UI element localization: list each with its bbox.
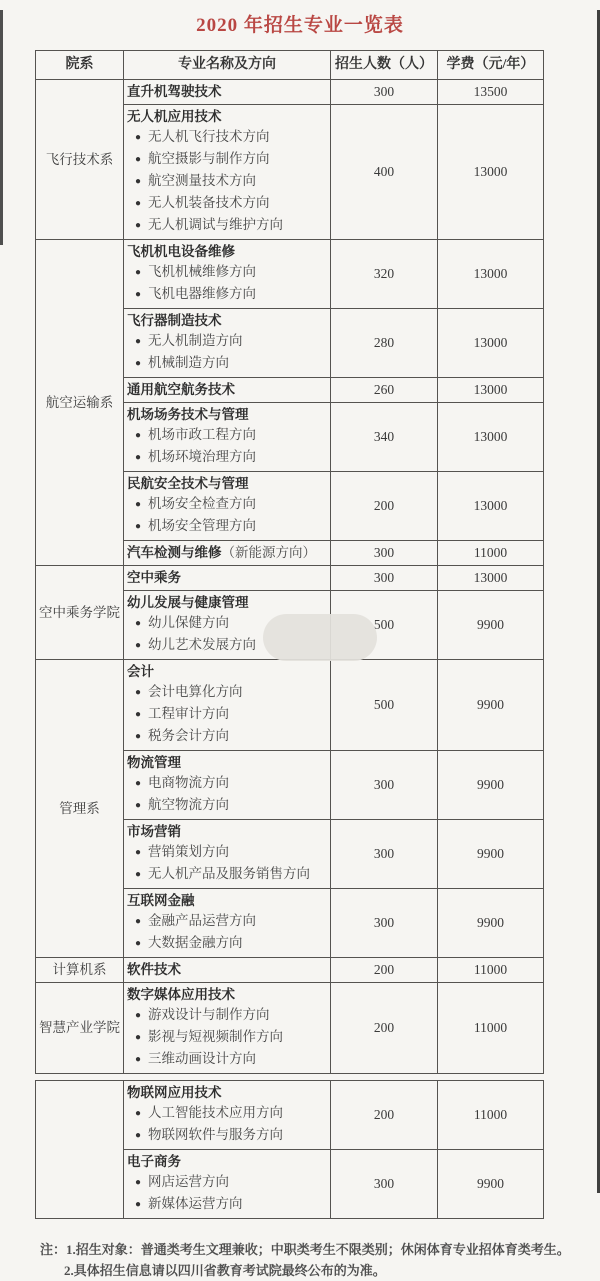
department-cell: 智慧产业学院: [36, 983, 124, 1074]
bullet-icon: ●: [135, 869, 142, 880]
enrollment-value: 500: [331, 660, 438, 751]
major-name: 物联网应用技术: [127, 1085, 222, 1100]
direction-label: 工程审计方向: [148, 706, 230, 721]
bullet-icon: ●: [135, 847, 142, 858]
direction-label: 新媒体运营方向: [148, 1196, 243, 1211]
bullet-icon: ●: [135, 132, 142, 143]
enrollment-value: 200: [331, 983, 438, 1074]
direction-list: [127, 127, 327, 237]
major-cell: [124, 541, 331, 566]
bullet-icon: ●: [135, 916, 142, 927]
direction-label: 税务会计方向: [148, 728, 230, 743]
bullet-icon: ●: [135, 452, 142, 463]
enrollment-value: 320: [331, 240, 438, 309]
direction-list: [127, 842, 327, 886]
table-row: [36, 983, 544, 1074]
direction-item: [127, 864, 327, 886]
bullet-icon: ●: [135, 154, 142, 165]
tuition-value: 11000: [438, 983, 544, 1074]
tuition-value: 11000: [438, 1081, 544, 1150]
direction-label: 飞机机械维修方向: [148, 264, 257, 279]
direction-list: [127, 262, 327, 306]
direction-item: [127, 726, 327, 748]
major-line: [127, 662, 327, 682]
direction-label: 影视与短视频制作方向: [148, 1029, 284, 1044]
direction-label: 无人机制造方向: [148, 333, 243, 348]
direction-list: [127, 425, 327, 469]
major-name: 会计: [127, 664, 154, 679]
major-name: 软件技术: [127, 962, 181, 977]
major-cell: [124, 1081, 331, 1150]
direction-label: 三维动画设计方向: [148, 1051, 257, 1066]
tuition-value: 9900: [438, 751, 544, 820]
major-cell: [124, 309, 331, 378]
major-name: 通用航空航务技术: [127, 382, 235, 397]
major-line: [127, 380, 327, 400]
enrollment-value: 300: [331, 1150, 438, 1219]
major-line: [127, 985, 327, 1005]
direction-label: 人工智能技术应用方向: [148, 1105, 284, 1120]
bullet-icon: ●: [135, 267, 142, 278]
major-line: [127, 1152, 327, 1172]
bullet-icon: ●: [135, 1054, 142, 1065]
department-cell: 计算机系: [36, 958, 124, 983]
direction-label: 游戏设计与制作方向: [148, 1007, 270, 1022]
department-cell: [36, 1081, 124, 1219]
tuition-value: 11000: [438, 958, 544, 983]
bullet-icon: ●: [135, 1108, 142, 1119]
enrollment-value: 400: [331, 105, 438, 240]
major-cell: [124, 820, 331, 889]
enrollment-value: 280: [331, 309, 438, 378]
major-name: 物流管理: [127, 755, 181, 770]
major-name: 直升机驾驶技术: [127, 84, 222, 99]
direction-label: 机场安全检查方向: [148, 496, 257, 511]
major-name: 市场营销: [127, 824, 181, 839]
enrollment-value: 500: [331, 591, 438, 660]
header-row: [36, 51, 544, 80]
major-cell: [124, 958, 331, 983]
header-tuition: 学费（元/年）: [438, 51, 544, 80]
tuition-value: 9900: [438, 889, 544, 958]
enrollment-value: 200: [331, 1081, 438, 1150]
enrollment-value: 200: [331, 472, 438, 541]
bullet-icon: ●: [135, 220, 142, 231]
major-line: [127, 405, 327, 425]
direction-label: 电商物流方向: [148, 775, 230, 790]
enrollment-value: 300: [331, 820, 438, 889]
page-title: 2020 年招生专业一览表: [196, 15, 404, 36]
tuition-value: 13500: [438, 80, 544, 105]
enrollment-value: 340: [331, 403, 438, 472]
tuition-value: 13000: [438, 105, 544, 240]
direction-label: 物联网软件与服务方向: [148, 1127, 284, 1142]
direction-item: [127, 1125, 327, 1147]
bullet-icon: ●: [135, 499, 142, 510]
department-cell: 空中乘务学院: [36, 566, 124, 660]
bullet-icon: ●: [135, 289, 142, 300]
watermark-blob: [263, 614, 377, 661]
direction-label: 机械制造方向: [148, 355, 230, 370]
major-name: 互联网金融: [127, 893, 195, 908]
bullet-icon: ●: [135, 709, 142, 720]
direction-item: [127, 262, 327, 284]
table-row: [36, 240, 544, 309]
major-cell: [124, 403, 331, 472]
major-cell: [124, 378, 331, 403]
major-name: 民航安全技术与管理: [127, 476, 249, 491]
tuition-value: 13000: [438, 403, 544, 472]
direction-item: [127, 1049, 327, 1071]
header-department: 院系: [36, 51, 124, 80]
enrollment-table: [35, 50, 544, 1074]
bullet-icon: ●: [135, 687, 142, 698]
direction-item: [127, 704, 327, 726]
bullet-icon: ●: [135, 1177, 142, 1188]
tuition-value: 13000: [438, 566, 544, 591]
major-cell: [124, 80, 331, 105]
enrollment-value: 300: [331, 889, 438, 958]
bullet-icon: ●: [135, 336, 142, 347]
direction-item: [127, 911, 327, 933]
major-cell: [124, 105, 331, 240]
major-name: 机场场务技术与管理: [127, 407, 249, 422]
direction-item: [127, 149, 327, 171]
major-cell: [124, 751, 331, 820]
major-line: [127, 960, 327, 980]
major-line: [127, 82, 327, 102]
major-line: [127, 242, 327, 262]
tuition-value: 13000: [438, 240, 544, 309]
bullet-icon: ●: [135, 618, 142, 629]
direction-list: [127, 1103, 327, 1147]
table-row: [36, 660, 544, 751]
major-line: [127, 891, 327, 911]
direction-label: 航空测量技术方向: [148, 173, 257, 188]
direction-label: 航空物流方向: [148, 797, 230, 812]
tuition-value: 13000: [438, 378, 544, 403]
bullet-icon: ●: [135, 800, 142, 811]
bullet-icon: ●: [135, 176, 142, 187]
major-line: [127, 474, 327, 494]
department-cell: 航空运输系: [36, 240, 124, 566]
header-major: 专业名称及方向: [124, 51, 331, 80]
bullet-icon: ●: [135, 640, 142, 651]
direction-item: [127, 193, 327, 215]
direction-label: 金融产品运营方向: [148, 913, 257, 928]
major-cell: [124, 983, 331, 1074]
photo-edge-left: [0, 10, 3, 245]
bullet-icon: ●: [135, 521, 142, 532]
major-line: [127, 568, 327, 588]
table-row: [36, 1081, 544, 1150]
major-cell: [124, 660, 331, 751]
enrollment-table-continuation: [35, 1080, 544, 1219]
tuition-value: 13000: [438, 309, 544, 378]
enrollment-value: 300: [331, 80, 438, 105]
direction-item: [127, 1027, 327, 1049]
direction-label: 无人机装备技术方向: [148, 195, 270, 210]
major-line: [127, 822, 327, 842]
direction-list: [127, 911, 327, 955]
table-row: [36, 80, 544, 105]
major-line: [127, 543, 327, 563]
direction-item: [127, 171, 327, 193]
bullet-icon: ●: [135, 938, 142, 949]
direction-item: [127, 353, 327, 375]
tuition-value: 13000: [438, 472, 544, 541]
direction-item: [127, 682, 327, 704]
bullet-icon: ●: [135, 430, 142, 441]
major-name: 飞机机电设备维修: [127, 244, 235, 259]
direction-item: [127, 1103, 327, 1125]
direction-label: 大数据金融方向: [148, 935, 243, 950]
direction-label: 幼儿艺术发展方向: [148, 637, 257, 652]
major-name: 电子商务: [127, 1154, 181, 1169]
direction-label: 会计电算化方向: [148, 684, 243, 699]
major-name: 数字媒体应用技术: [127, 987, 235, 1002]
major-name: 汽车检测与维修: [127, 545, 222, 560]
major-line: [127, 593, 327, 613]
enrollment-value: 260: [331, 378, 438, 403]
direction-item: [127, 516, 327, 538]
direction-item: [127, 1172, 327, 1194]
page: [0, 10, 600, 1278]
direction-item: [127, 494, 327, 516]
direction-label: 无人机产品及服务销售方向: [148, 866, 311, 881]
direction-item: [127, 795, 327, 817]
direction-label: 飞机电器维修方向: [148, 286, 257, 301]
direction-label: 营销策划方向: [148, 844, 230, 859]
direction-item: [127, 1005, 327, 1027]
direction-label: 无人机调试与维护方向: [148, 217, 284, 232]
direction-item: [127, 127, 327, 149]
direction-label: 机场市政工程方向: [148, 427, 257, 442]
table-row: [36, 566, 544, 591]
major-name: 飞行器制造技术: [127, 313, 222, 328]
major-cell: [124, 240, 331, 309]
major-note: （新能源方向）: [221, 545, 316, 560]
bullet-icon: ●: [135, 1199, 142, 1210]
direction-list: [127, 682, 327, 748]
major-cell: [124, 566, 331, 591]
note-line: 注：1.招生对象：普通类考生文理兼收；中职类考生不限类别；休闲体育专业招体育类考生。: [40, 1242, 570, 1257]
direction-item: [127, 447, 327, 469]
notes: [40, 1239, 572, 1281]
tuition-value: 9900: [438, 820, 544, 889]
direction-list: [127, 773, 327, 817]
bullet-icon: ●: [135, 778, 142, 789]
major-line: [127, 1083, 327, 1103]
direction-item: [127, 773, 327, 795]
enrollment-value: 300: [331, 751, 438, 820]
bullet-icon: ●: [135, 198, 142, 209]
tuition-value: 9900: [438, 660, 544, 751]
major-name: 幼儿发展与健康管理: [127, 595, 249, 610]
direction-item: [127, 842, 327, 864]
major-name: 空中乘务: [127, 570, 181, 585]
direction-label: 网店运营方向: [148, 1174, 230, 1189]
department-cell: 管理系: [36, 660, 124, 958]
enrollment-value: 300: [331, 566, 438, 591]
tuition-value: 11000: [438, 541, 544, 566]
tuition-value: 9900: [438, 1150, 544, 1219]
direction-label: 无人机飞行技术方向: [148, 129, 270, 144]
bullet-icon: ●: [135, 1010, 142, 1021]
major-line: [127, 107, 327, 127]
tuition-value: 9900: [438, 591, 544, 660]
direction-item: [127, 215, 327, 237]
direction-list: [127, 331, 327, 375]
direction-item: [127, 933, 327, 955]
major-line: [127, 311, 327, 331]
table-row: [36, 958, 544, 983]
major-cell: [124, 1150, 331, 1219]
direction-label: 幼儿保健方向: [148, 615, 230, 630]
direction-list: [127, 1172, 327, 1216]
direction-list: [127, 1005, 327, 1071]
enrollment-value: 200: [331, 958, 438, 983]
major-name: 无人机应用技术: [127, 109, 222, 124]
direction-item: [127, 1194, 327, 1216]
header-enrollment: 招生人数（人）: [331, 51, 438, 80]
bullet-icon: ●: [135, 1032, 142, 1043]
bullet-icon: ●: [135, 358, 142, 369]
major-line: [127, 753, 327, 773]
enrollment-value: 300: [331, 541, 438, 566]
direction-label: 机场环境治理方向: [148, 449, 257, 464]
note-line: 2.具体招生信息请以四川省教育考试院最终公布的为准。: [64, 1263, 386, 1278]
direction-label: 航空摄影与制作方向: [148, 151, 270, 166]
major-cell: [124, 889, 331, 958]
direction-list: [127, 494, 327, 538]
bullet-icon: ●: [135, 1130, 142, 1141]
bullet-icon: ●: [135, 731, 142, 742]
department-cell: 飞行技术系: [36, 80, 124, 240]
direction-item: [127, 425, 327, 447]
direction-label: 机场安全管理方向: [148, 518, 257, 533]
direction-item: [127, 331, 327, 353]
direction-item: [127, 284, 327, 306]
major-cell: [124, 472, 331, 541]
